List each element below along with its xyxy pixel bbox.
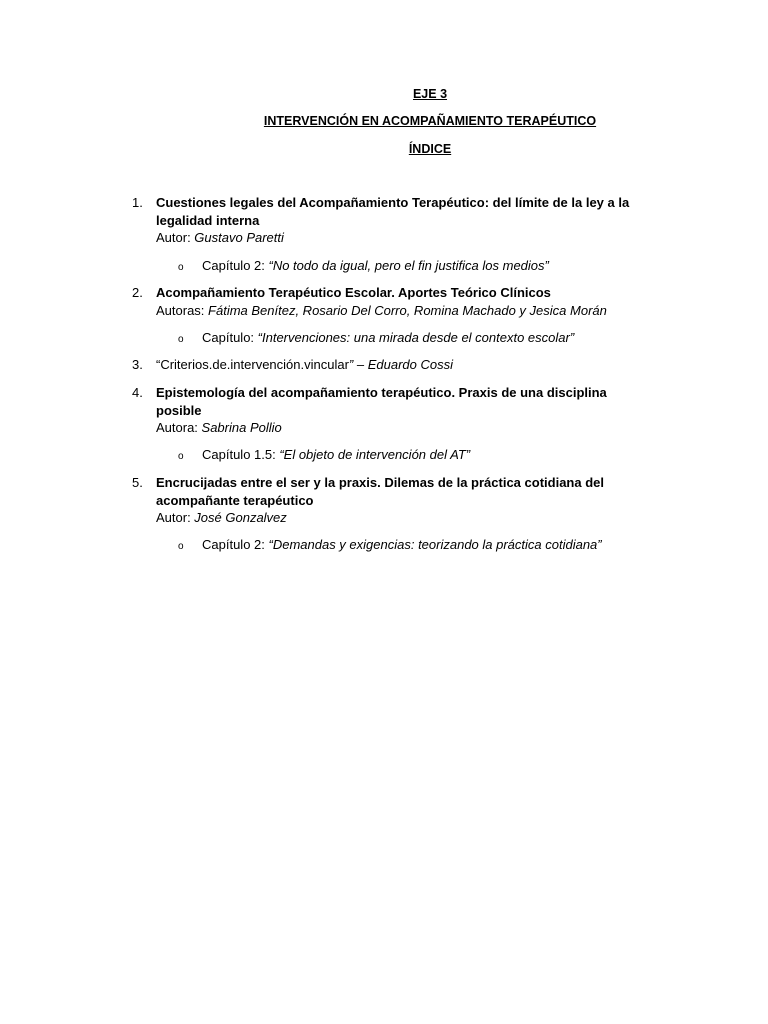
item-author-line: [156, 419, 657, 437]
section-title: INTERVENCIÓN EN ACOMPAÑAMIENTO TERAPÉUTICO: [263, 114, 597, 128]
item-text: [156, 356, 657, 374]
item-reference-author: ” – Eduardo Cossi: [348, 357, 453, 372]
chapter-subitem-1: [178, 257, 549, 277]
item-reference-title: “Criterios.de.intervención.vincular: [156, 357, 349, 372]
author-name: Gustavo Paretti: [194, 230, 284, 245]
chapter-title: “El objeto de intervención del AT”: [279, 447, 471, 462]
bullet-icon: o: [178, 334, 184, 345]
author-label: Autor:: [156, 510, 195, 525]
index-heading: ÍNDICE: [408, 142, 452, 156]
author-label: Autora:: [156, 420, 202, 435]
author-name: Fátima Benítez, Rosario Del Corro, Romina Machado y Jesica Morán: [208, 302, 607, 318]
chapter-subitem-5: [178, 536, 602, 556]
chapter-subitem-2: [178, 329, 574, 349]
chapter-label: Capítulo:: [202, 330, 258, 345]
item-title: Encrucijadas entre el ser y la praxis. Dilemas de la práctica cotidiana del: [156, 475, 604, 490]
item-number: 3.: [132, 357, 143, 372]
bullet-icon: o: [178, 541, 184, 552]
chapter-title: “Demandas y exigencias: teorizando la práctica cotidiana”: [268, 537, 602, 552]
chapter-label: Capítulo 1.5:: [202, 447, 280, 462]
author-name: José Gonzalvez: [194, 510, 287, 525]
item-number: 5.: [132, 475, 143, 490]
item-author-line: [156, 302, 657, 320]
item-number: 4.: [132, 385, 143, 400]
author-label: Autoras:: [156, 302, 209, 318]
chapter-label: Capítulo 2:: [202, 537, 269, 552]
item-author-line: [156, 509, 657, 527]
item-number: 1.: [132, 195, 143, 210]
bullet-icon: o: [178, 451, 184, 462]
chapter-title: “No todo da igual, pero el fin justifica los medios”: [268, 258, 549, 273]
index-item-5: [132, 474, 657, 527]
item-title-continued: legalidad interna: [156, 212, 260, 228]
index-item-4: [132, 384, 657, 437]
bullet-icon: o: [178, 262, 184, 273]
item-title: Acompañamiento Terapéutico Escolar. Aportes Teórico Clínicos: [156, 285, 551, 300]
item-title: Epistemología del acompañamiento terapéutico. Praxis de una disciplina: [156, 385, 607, 400]
item-author-line: [156, 229, 657, 247]
item-number: 2.: [132, 285, 143, 300]
axis-heading: EJE 3: [412, 87, 448, 101]
chapter-subitem-4: [178, 446, 470, 466]
index-item-3: [132, 356, 657, 374]
item-title-continued: acompañante terapéutico: [156, 492, 314, 508]
item-title: Cuestiones legales del Acompañamiento Terapéutico: del límite de la ley a la: [156, 195, 630, 210]
item-title-continued: posible: [156, 402, 202, 418]
author-name: Sabrina Pollio: [201, 420, 282, 435]
chapter-title: “Intervenciones: una mirada desde el contexto escolar”: [257, 330, 575, 345]
index-item-1: [132, 194, 657, 247]
author-label: Autor:: [156, 230, 195, 245]
chapter-label: Capítulo 2:: [202, 258, 269, 273]
index-item-2: [132, 284, 657, 319]
